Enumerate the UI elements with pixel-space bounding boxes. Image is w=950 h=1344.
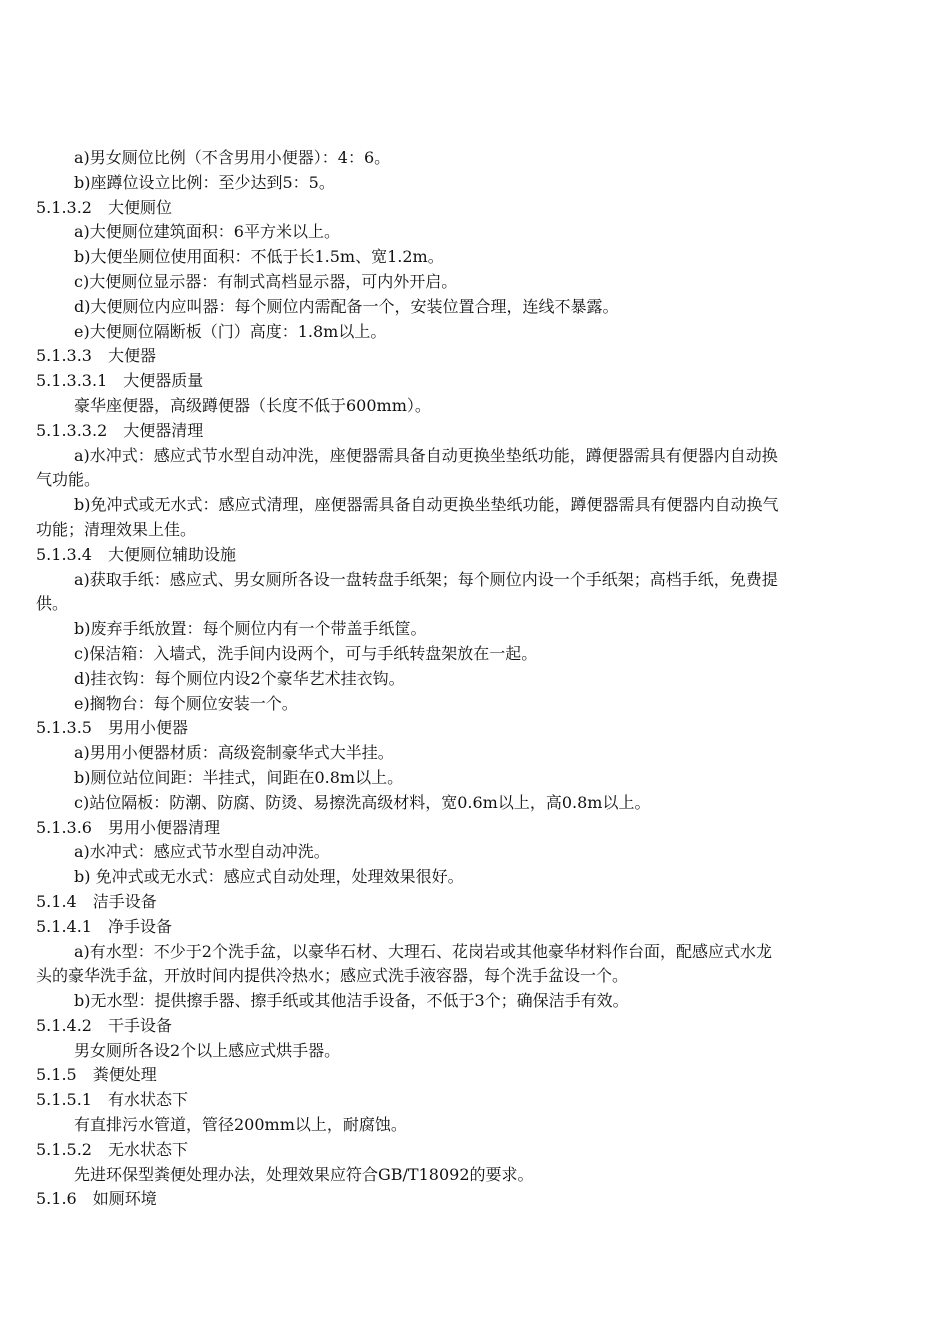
paragraph: 男女厕所各设2个以上感应式烘手器。 [74, 1040, 341, 1060]
list-item-continuation: 头的豪华洗手盆，开放时间内提供冷热水；感应式洗手液容器，每个洗手盆设一个。 [36, 966, 629, 986]
list-item-continuation: 功能；清理效果上佳。 [36, 519, 197, 539]
section-heading: 5.1.3.3.1 大便器质量 [36, 371, 204, 391]
list-item: a)获取手纸：感应式、男女厕所各设一盘转盘手纸架；每个厕位内设一个手纸架；高档手纸，免费提 [74, 569, 778, 589]
list-item: a)大便厕位建筑面积：6平方米以上。 [74, 222, 340, 242]
list-item: a)水冲式：感应式节水型自动冲洗，座便器需具备自动更换坐垫纸功能，蹲便器需具有便器内自动换 [74, 445, 778, 465]
section-heading: 5.1.5 粪便处理 [36, 1065, 157, 1085]
list-item: a)男用小便器材质：高级瓷制豪华式大半挂。 [74, 743, 394, 763]
paragraph: 豪华座便器，高级蹲便器（长度不低于600mm）。 [74, 395, 431, 415]
list-item: d)挂衣钩：每个厕位内设2个豪华艺术挂衣钩。 [74, 668, 405, 688]
list-item: b)废弃手纸放置：每个厕位内有一个带盖手纸筐。 [74, 619, 427, 639]
list-item: b)厕位站位间距：半挂式，间距在0.8m以上。 [74, 767, 404, 787]
paragraph: 有直排污水管道，管径200mm以上，耐腐蚀。 [74, 1115, 407, 1135]
list-item: c)大便厕位显示器：有制式高档显示器，可内外开启。 [74, 271, 458, 291]
section-heading: 5.1.3.5 男用小便器 [36, 718, 188, 738]
list-item: d)大便厕位内应叫器：每个厕位内需配备一个，安装位置合理，连线不暴露。 [74, 296, 619, 316]
section-heading: 5.1.3.3 大便器 [36, 346, 156, 366]
list-item: c)保洁箱：入墙式，洗手间内设两个，可与手纸转盘架放在一起。 [74, 643, 538, 663]
section-heading: 5.1.4.1 净手设备 [36, 916, 172, 936]
paragraph: 先进环保型粪便处理办法，处理效果应符合GB/T18092的要求。 [74, 1164, 534, 1184]
list-item: e)搁物台：每个厕位安装一个。 [74, 693, 298, 713]
section-heading: 5.1.4.2 干手设备 [36, 1015, 172, 1035]
list-item: a)男女厕位比例（不含男用小便器）：4：6。 [74, 148, 391, 167]
list-item: a)有水型：不少于2个洗手盆，以豪华石材、大理石、花岗岩或其他豪华材料作台面，配感应式水龙 [74, 941, 772, 961]
section-heading: 5.1.3.4 大便厕位辅助设施 [36, 544, 236, 564]
section-heading: 5.1.6 如厕环境 [36, 1189, 157, 1209]
list-item: c)站位隔板：防潮、防腐、防烫、易擦洗高级材料，宽0.6m以上，高0.8m以上。 [74, 792, 651, 812]
list-item: b)大便坐厕位使用面积：不低于长1.5m、宽1.2m。 [74, 247, 444, 267]
list-item: e)大便厕位隔断板（门）高度：1.8m以上。 [74, 321, 387, 341]
document-body [36, 146, 916, 1212]
section-heading: 5.1.3.2 大便厕位 [36, 197, 172, 217]
list-item-continuation: 供。 [36, 594, 69, 614]
section-heading: 5.1.3.3.2 大便器清理 [36, 420, 204, 440]
list-item-continuation: 气功能。 [36, 470, 101, 490]
list-item: b)座蹲位设立比例：至少达到5：5。 [74, 172, 335, 192]
list-item: b) 免冲式或无水式：感应式自动处理，处理效果很好。 [74, 867, 464, 887]
list-item: a)水冲式：感应式节水型自动冲洗。 [74, 842, 330, 862]
section-heading: 5.1.5.2 无水状态下 [36, 1139, 188, 1159]
section-heading: 5.1.5.1 有水状态下 [36, 1090, 188, 1110]
list-item: b)无水型：提供擦手器、擦手纸或其他洁手设备，不低于3个；确保洁手有效。 [74, 991, 629, 1011]
section-heading: 5.1.4 洁手设备 [36, 891, 157, 911]
section-heading: 5.1.3.6 男用小便器清理 [36, 817, 220, 837]
list-item: b)免冲式或无水式：感应式清理，座便器需具备自动更换坐垫纸功能，蹲便器需具有便器内自动换气 [74, 495, 779, 515]
